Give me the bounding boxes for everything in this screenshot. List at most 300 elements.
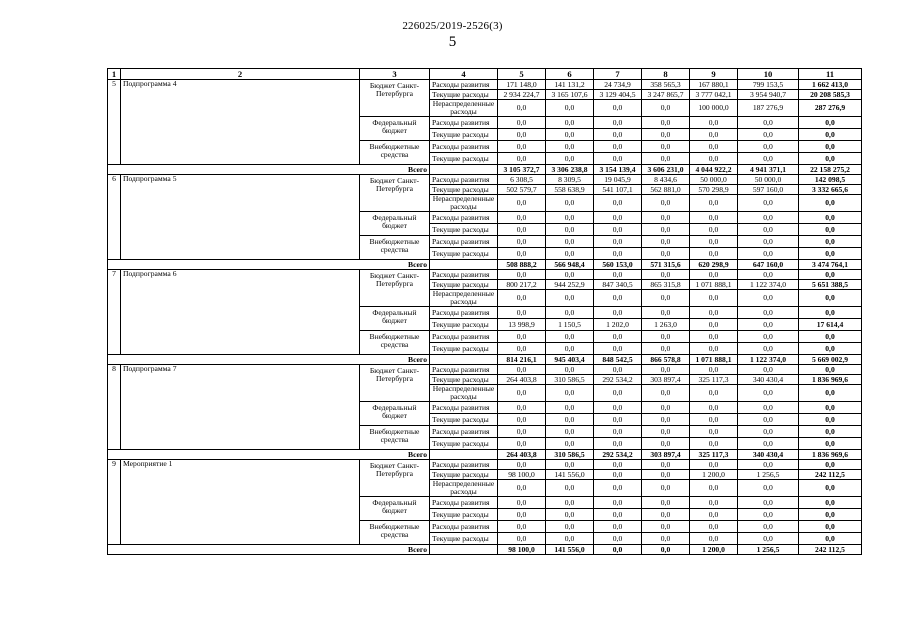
expense-type: Текущие расходы <box>430 90 498 100</box>
value-cell: 0,0 <box>498 100 546 117</box>
value-cell: 0,0 <box>498 270 546 280</box>
value-cell: 0,0 <box>642 521 690 533</box>
value-cell: 2 934 224,7 <box>498 90 546 100</box>
expense-type: Расходы развития <box>430 365 498 375</box>
value-cell: 0,0 <box>546 236 594 248</box>
funding-source: Федеральный бюджет <box>360 307 430 331</box>
value-cell: 0,0 <box>546 224 594 236</box>
value-cell: 3 129 404,5 <box>594 90 642 100</box>
value-cell: 1 263,0 <box>642 319 690 331</box>
page-number: 5 <box>448 34 457 50</box>
value-cell: 0,0 <box>738 331 799 343</box>
funding-source: Внебюджетные средства <box>360 331 430 355</box>
value-cell: 0,0 <box>594 141 642 153</box>
value-cell: 0,0 <box>738 533 799 545</box>
value-cell: 0,0 <box>498 385 546 402</box>
expense-type: Текущие расходы <box>430 248 498 260</box>
value-cell: 0,0 <box>594 290 642 307</box>
value-cell: 0,0 <box>738 290 799 307</box>
value-cell: 303 897,4 <box>642 375 690 385</box>
value-cell: 0,0 <box>738 497 799 509</box>
value-cell: 0,0 <box>642 385 690 402</box>
value-cell: 5 651 388,5 <box>799 280 862 290</box>
value-cell: 19 045,9 <box>594 175 642 185</box>
value-cell: 13 998,9 <box>498 319 546 331</box>
value-cell: 0,0 <box>594 331 642 343</box>
value-cell: 0,0 <box>498 533 546 545</box>
value-cell: 0,0 <box>498 414 546 426</box>
expense-type: Нераспределенные расходы <box>430 290 498 307</box>
expense-type: Текущие расходы <box>430 438 498 450</box>
total-cell: 310 586,5 <box>546 450 594 460</box>
value-cell: 0,0 <box>546 153 594 165</box>
total-cell: 5 669 002,9 <box>799 355 862 365</box>
value-cell: 1 071 888,1 <box>690 280 738 290</box>
value-cell: 1 200,0 <box>690 470 738 480</box>
total-label: Всего <box>108 545 430 555</box>
header-cell: 6 <box>546 69 594 80</box>
value-cell: 0,0 <box>799 426 862 438</box>
value-cell: 0,0 <box>642 195 690 212</box>
total-label: Всего <box>108 260 430 270</box>
total-cell: 242 112,5 <box>799 545 862 555</box>
value-cell: 0,0 <box>546 270 594 280</box>
expense-type: Нераспределенные расходы <box>430 385 498 402</box>
value-cell: 0,0 <box>690 385 738 402</box>
header-cell: 11 <box>799 69 862 80</box>
value-cell: 0,0 <box>690 212 738 224</box>
section-number: 6 <box>108 175 121 260</box>
total-cell: 141 556,0 <box>546 545 594 555</box>
value-cell: 0,0 <box>799 224 862 236</box>
value-cell: 0,0 <box>690 509 738 521</box>
total-label: Всего <box>108 165 430 175</box>
header-cell: 1 <box>108 69 121 80</box>
total-cell: 98 100,0 <box>498 545 546 555</box>
value-cell: 0,0 <box>799 402 862 414</box>
value-cell: 17 614,4 <box>799 319 862 331</box>
value-cell: 0,0 <box>594 521 642 533</box>
value-cell: 0,0 <box>498 141 546 153</box>
section-number: 9 <box>108 460 121 545</box>
value-cell: 0,0 <box>642 533 690 545</box>
budget-table <box>107 68 862 555</box>
value-cell: 0,0 <box>594 402 642 414</box>
value-cell: 0,0 <box>690 533 738 545</box>
value-cell: 0,0 <box>738 141 799 153</box>
value-cell: 0,0 <box>690 195 738 212</box>
value-cell: 142 098,5 <box>799 175 862 185</box>
value-cell: 558 638,9 <box>546 185 594 195</box>
value-cell: 141 556,0 <box>546 470 594 480</box>
value-cell: 0,0 <box>642 100 690 117</box>
value-cell: 292 534,2 <box>594 375 642 385</box>
value-cell: 0,0 <box>546 117 594 129</box>
expense-type: Расходы развития <box>430 212 498 224</box>
value-cell: 0,0 <box>690 236 738 248</box>
expense-type: Текущие расходы <box>430 185 498 195</box>
value-cell: 0,0 <box>738 414 799 426</box>
value-cell: 0,0 <box>799 365 862 375</box>
value-cell: 0,0 <box>498 331 546 343</box>
value-cell: 0,0 <box>594 480 642 497</box>
value-cell: 0,0 <box>594 195 642 212</box>
expense-type: Текущие расходы <box>430 375 498 385</box>
value-cell: 1 662 413,0 <box>799 80 862 90</box>
value-cell: 0,0 <box>594 509 642 521</box>
total-cell: 647 160,0 <box>738 260 799 270</box>
value-cell: 0,0 <box>799 385 862 402</box>
value-cell: 1 122 374,0 <box>738 280 799 290</box>
value-cell: 0,0 <box>799 141 862 153</box>
value-cell: 3 777 042,1 <box>690 90 738 100</box>
value-cell: 0,0 <box>498 153 546 165</box>
value-cell: 0,0 <box>594 248 642 260</box>
value-cell: 0,0 <box>738 385 799 402</box>
value-cell: 0,0 <box>594 212 642 224</box>
value-cell: 0,0 <box>799 438 862 450</box>
value-cell: 0,0 <box>738 480 799 497</box>
funding-source: Бюджет Санкт-Петербурга <box>360 460 430 497</box>
value-cell: 0,0 <box>546 307 594 319</box>
value-cell: 0,0 <box>594 100 642 117</box>
value-cell: 0,0 <box>594 117 642 129</box>
empty-cell <box>430 450 498 460</box>
expense-type: Текущие расходы <box>430 280 498 290</box>
expense-type: Нераспределенные расходы <box>430 195 498 212</box>
value-cell: 0,0 <box>594 460 642 470</box>
value-cell: 20 208 585,3 <box>799 90 862 100</box>
value-cell: 0,0 <box>498 521 546 533</box>
section-number: 7 <box>108 270 121 355</box>
expense-type: Текущие расходы <box>430 153 498 165</box>
value-cell: 100 000,0 <box>690 100 738 117</box>
value-cell: 0,0 <box>690 270 738 280</box>
value-cell: 0,0 <box>690 426 738 438</box>
expense-type: Расходы развития <box>430 402 498 414</box>
value-cell: 0,0 <box>738 438 799 450</box>
total-cell: 0,0 <box>594 545 642 555</box>
value-cell: 6 308,5 <box>498 175 546 185</box>
value-cell: 0,0 <box>546 509 594 521</box>
expense-type: Расходы развития <box>430 270 498 280</box>
value-cell: 0,0 <box>642 141 690 153</box>
value-cell: 0,0 <box>738 365 799 375</box>
expense-type: Расходы развития <box>430 236 498 248</box>
value-cell: 0,0 <box>690 290 738 307</box>
empty-cell <box>430 545 498 555</box>
value-cell: 0,0 <box>738 270 799 280</box>
value-cell: 0,0 <box>690 141 738 153</box>
total-cell: 0,0 <box>642 545 690 555</box>
value-cell: 50 000,0 <box>738 175 799 185</box>
value-cell: 0,0 <box>498 290 546 307</box>
value-cell: 0,0 <box>546 480 594 497</box>
table-row <box>108 175 862 185</box>
value-cell: 0,0 <box>642 509 690 521</box>
value-cell: 0,0 <box>690 480 738 497</box>
value-cell: 0,0 <box>546 533 594 545</box>
header-row <box>108 69 862 80</box>
value-cell: 0,0 <box>799 117 862 129</box>
value-cell: 0,0 <box>642 307 690 319</box>
funding-source: Бюджет Санкт-Петербурга <box>360 365 430 402</box>
value-cell: 187 276,9 <box>738 100 799 117</box>
total-cell: 1 256,5 <box>738 545 799 555</box>
expense-type: Расходы развития <box>430 307 498 319</box>
value-cell: 0,0 <box>799 307 862 319</box>
value-cell: 0,0 <box>690 521 738 533</box>
value-cell: 0,0 <box>738 117 799 129</box>
value-cell: 0,0 <box>642 117 690 129</box>
value-cell: 0,0 <box>546 402 594 414</box>
total-cell: 3 105 372,7 <box>498 165 546 175</box>
value-cell: 0,0 <box>690 248 738 260</box>
value-cell: 287 276,9 <box>799 100 862 117</box>
value-cell: 0,0 <box>546 195 594 212</box>
value-cell: 3 332 665,6 <box>799 185 862 195</box>
value-cell: 141 131,2 <box>546 80 594 90</box>
header-cell: 2 <box>121 69 360 80</box>
value-cell: 0,0 <box>594 426 642 438</box>
total-row <box>108 450 862 460</box>
header-cell: 5 <box>498 69 546 80</box>
header-cell: 8 <box>642 69 690 80</box>
value-cell: 0,0 <box>738 426 799 438</box>
total-cell: 292 534,2 <box>594 450 642 460</box>
expense-type: Расходы развития <box>430 497 498 509</box>
value-cell: 8 309,5 <box>546 175 594 185</box>
expense-type: Расходы развития <box>430 175 498 185</box>
value-cell: 0,0 <box>738 343 799 355</box>
value-cell: 171 148,0 <box>498 80 546 90</box>
value-cell: 0,0 <box>799 212 862 224</box>
value-cell: 0,0 <box>738 521 799 533</box>
value-cell: 3 954 940,7 <box>738 90 799 100</box>
section-name: Мероприятие 1 <box>121 460 360 545</box>
expense-type: Расходы развития <box>430 426 498 438</box>
value-cell: 0,0 <box>594 470 642 480</box>
total-cell: 340 430,4 <box>738 450 799 460</box>
value-cell: 0,0 <box>799 460 862 470</box>
expense-type: Текущие расходы <box>430 343 498 355</box>
value-cell: 0,0 <box>594 385 642 402</box>
value-cell: 0,0 <box>594 129 642 141</box>
value-cell: 562 881,0 <box>642 185 690 195</box>
value-cell: 0,0 <box>546 331 594 343</box>
value-cell: 0,0 <box>498 307 546 319</box>
value-cell: 24 734,9 <box>594 80 642 90</box>
value-cell: 0,0 <box>642 331 690 343</box>
value-cell: 0,0 <box>799 236 862 248</box>
funding-source: Внебюджетные средства <box>360 141 430 165</box>
value-cell: 0,0 <box>546 497 594 509</box>
value-cell: 310 586,5 <box>546 375 594 385</box>
value-cell: 0,0 <box>738 402 799 414</box>
header-cell: 3 <box>360 69 430 80</box>
value-cell: 0,0 <box>594 414 642 426</box>
value-cell: 0,0 <box>799 290 862 307</box>
value-cell: 597 160,0 <box>738 185 799 195</box>
expense-type: Расходы развития <box>430 331 498 343</box>
total-cell: 3 154 139,4 <box>594 165 642 175</box>
expense-type: Текущие расходы <box>430 129 498 141</box>
total-cell: 560 153,0 <box>594 260 642 270</box>
value-cell: 0,0 <box>498 402 546 414</box>
section-number: 5 <box>108 80 121 165</box>
value-cell: 0,0 <box>594 343 642 355</box>
value-cell: 0,0 <box>799 248 862 260</box>
table-row <box>108 460 862 470</box>
value-cell: 50 000,0 <box>690 175 738 185</box>
total-label: Всего <box>108 450 430 460</box>
value-cell: 0,0 <box>594 438 642 450</box>
expense-type: Расходы развития <box>430 117 498 129</box>
funding-source: Внебюджетные средства <box>360 426 430 450</box>
total-cell: 1 071 888,1 <box>690 355 738 365</box>
section-name: Подпрограмма 4 <box>121 80 360 165</box>
value-cell: 0,0 <box>690 129 738 141</box>
value-cell: 0,0 <box>546 426 594 438</box>
section-number: 8 <box>108 365 121 450</box>
value-cell: 0,0 <box>594 236 642 248</box>
value-cell: 0,0 <box>642 414 690 426</box>
expense-type: Текущие расходы <box>430 414 498 426</box>
expense-type: Расходы развития <box>430 141 498 153</box>
value-cell: 3 165 107,6 <box>546 90 594 100</box>
value-cell: 0,0 <box>498 236 546 248</box>
value-cell: 0,0 <box>642 497 690 509</box>
value-cell: 0,0 <box>498 365 546 375</box>
value-cell: 1 836 969,6 <box>799 375 862 385</box>
value-cell: 0,0 <box>546 100 594 117</box>
value-cell: 0,0 <box>738 460 799 470</box>
total-cell: 571 315,6 <box>642 260 690 270</box>
table-row <box>108 80 862 90</box>
value-cell: 0,0 <box>498 195 546 212</box>
total-cell: 620 298,9 <box>690 260 738 270</box>
value-cell: 0,0 <box>799 414 862 426</box>
value-cell: 0,0 <box>546 438 594 450</box>
header-cell: 4 <box>430 69 498 80</box>
value-cell: 0,0 <box>738 195 799 212</box>
table-row <box>108 365 862 375</box>
value-cell: 0,0 <box>642 129 690 141</box>
funding-source: Бюджет Санкт-Петербурга <box>360 175 430 212</box>
total-cell: 3 306 238,8 <box>546 165 594 175</box>
value-cell: 0,0 <box>498 343 546 355</box>
section-name: Подпрограмма 6 <box>121 270 360 355</box>
value-cell: 0,0 <box>498 497 546 509</box>
value-cell: 0,0 <box>546 460 594 470</box>
value-cell: 0,0 <box>690 438 738 450</box>
value-cell: 0,0 <box>738 129 799 141</box>
value-cell: 865 315,8 <box>642 280 690 290</box>
value-cell: 0,0 <box>642 426 690 438</box>
value-cell: 0,0 <box>690 153 738 165</box>
value-cell: 0,0 <box>498 509 546 521</box>
total-cell: 4 941 371,1 <box>738 165 799 175</box>
total-cell: 1 122 374,0 <box>738 355 799 365</box>
total-row <box>108 260 862 270</box>
value-cell: 0,0 <box>799 331 862 343</box>
value-cell: 0,0 <box>690 117 738 129</box>
value-cell: 325 117,3 <box>690 375 738 385</box>
value-cell: 1 256,5 <box>738 470 799 480</box>
value-cell: 0,0 <box>738 319 799 331</box>
value-cell: 0,0 <box>690 402 738 414</box>
value-cell: 0,0 <box>594 224 642 236</box>
value-cell: 0,0 <box>642 460 690 470</box>
total-row <box>108 165 862 175</box>
value-cell: 800 217,2 <box>498 280 546 290</box>
value-cell: 0,0 <box>799 521 862 533</box>
value-cell: 0,0 <box>498 438 546 450</box>
value-cell: 0,0 <box>738 153 799 165</box>
value-cell: 0,0 <box>642 153 690 165</box>
value-cell: 0,0 <box>799 195 862 212</box>
value-cell: 0,0 <box>546 141 594 153</box>
value-cell: 0,0 <box>690 414 738 426</box>
value-cell: 0,0 <box>642 290 690 307</box>
value-cell: 0,0 <box>594 153 642 165</box>
section-name: Подпрограмма 7 <box>121 365 360 450</box>
expense-type: Текущие расходы <box>430 509 498 521</box>
value-cell: 0,0 <box>546 212 594 224</box>
value-cell: 799 153,5 <box>738 80 799 90</box>
total-row <box>108 545 862 555</box>
value-cell: 0,0 <box>546 414 594 426</box>
value-cell: 0,0 <box>498 117 546 129</box>
value-cell: 0,0 <box>690 224 738 236</box>
total-cell: 264 403,8 <box>498 450 546 460</box>
expense-type: Расходы развития <box>430 521 498 533</box>
value-cell: 0,0 <box>546 129 594 141</box>
total-cell: 814 216,1 <box>498 355 546 365</box>
value-cell: 944 252,9 <box>546 280 594 290</box>
value-cell: 0,0 <box>690 460 738 470</box>
value-cell: 0,0 <box>738 236 799 248</box>
header-cell: 7 <box>594 69 642 80</box>
value-cell: 0,0 <box>594 497 642 509</box>
expense-type: Текущие расходы <box>430 319 498 331</box>
value-cell: 0,0 <box>594 270 642 280</box>
value-cell: 0,0 <box>738 307 799 319</box>
value-cell: 0,0 <box>498 480 546 497</box>
value-cell: 167 880,1 <box>690 80 738 90</box>
expense-type: Расходы развития <box>430 460 498 470</box>
total-cell: 3 474 764,1 <box>799 260 862 270</box>
value-cell: 0,0 <box>498 224 546 236</box>
header-cell: 9 <box>690 69 738 80</box>
empty-cell <box>430 165 498 175</box>
value-cell: 0,0 <box>546 343 594 355</box>
value-cell: 0,0 <box>498 129 546 141</box>
value-cell: 0,0 <box>799 343 862 355</box>
value-cell: 0,0 <box>498 212 546 224</box>
value-cell: 0,0 <box>738 509 799 521</box>
value-cell: 0,0 <box>642 270 690 280</box>
value-cell: 0,0 <box>546 365 594 375</box>
total-label: Всего <box>108 355 430 365</box>
empty-cell <box>430 355 498 365</box>
value-cell: 8 434,6 <box>642 175 690 185</box>
value-cell: 0,0 <box>642 236 690 248</box>
value-cell: 0,0 <box>690 307 738 319</box>
value-cell: 502 579,7 <box>498 185 546 195</box>
value-cell: 0,0 <box>690 331 738 343</box>
value-cell: 242 112,5 <box>799 470 862 480</box>
